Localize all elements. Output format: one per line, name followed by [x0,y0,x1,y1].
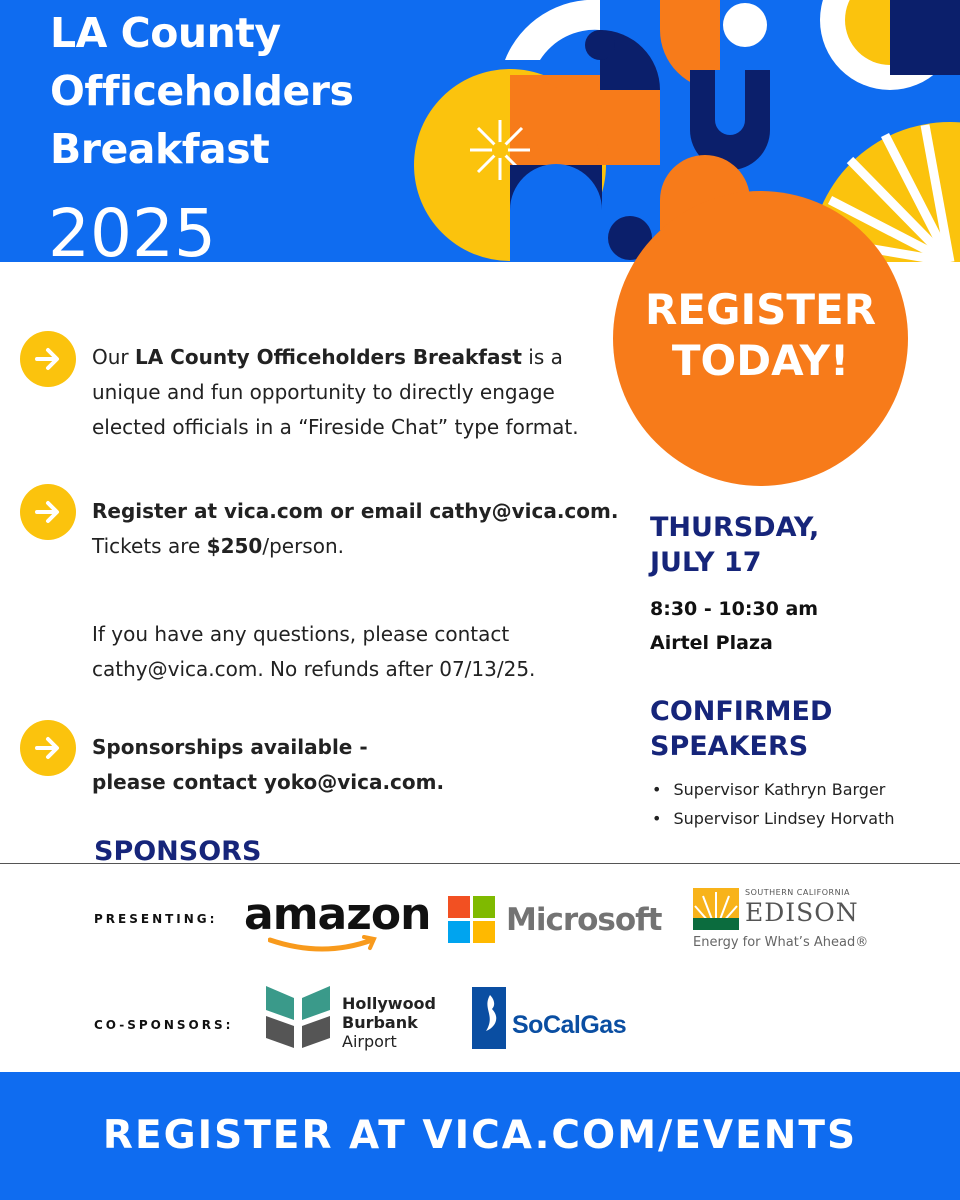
arrow-right-icon [20,331,76,387]
socalgas-logo: SoCalGas [472,987,642,1051]
contact-info: If you have any questions, please contact cathy@vica.com. No refunds after 07/13/25. [92,622,536,681]
arrow-right-icon [20,484,76,540]
edison-logo: SOUTHERN CALIFORNIA EDISON Energy for What’s Ahead® [693,888,869,950]
speakers-heading: CONFIRMED SPEAKERS [650,696,833,762]
cosponsors-label: CO-SPONSORS: [94,1018,234,1032]
speakers-list [652,775,895,833]
list-item: • Supervisor Kathryn Barger [652,775,895,804]
microsoft-icon [448,896,496,944]
microsoft-logo: Microsoft [448,896,668,946]
airport-icon [266,986,330,1050]
arrow-right-icon [20,720,76,776]
event-date: THURSDAY, JULY 17 [650,512,820,578]
flame-icon [472,987,506,1049]
event-title: LA County Officeholders Breakfast [50,9,354,173]
footer-register-banner[interactable]: REGISTER AT VICA.COM/EVENTS [0,1072,960,1200]
register-today-badge: REGISTER TODAY! [613,191,908,486]
registration-info: Register at vica.com or email cathy@vica.com. Tickets are $250/person. [92,499,619,558]
presenting-label: PRESENTING: [94,912,218,926]
intro-paragraph: Our LA County Officeholders Breakfast is a unique and fun opportunity to directly engage elected officials in a “Fireside Chat” type format. [92,345,579,439]
sponsors-heading: SPONSORS [94,836,262,867]
hollywood-burbank-airport-logo: Hollywood Burbank Airport [266,986,446,1052]
event-time-venue: 8:30 - 10:30 am Airtel Plaza [650,598,819,654]
sun-icon [693,888,739,930]
sponsorship-info: Sponsorships available - please contact yoko@vica.com. [92,735,445,794]
list-item: • Supervisor Lindsey Horvath [652,804,895,833]
amazon-logo: amazon [244,890,424,960]
event-year: 2025 [48,195,216,262]
